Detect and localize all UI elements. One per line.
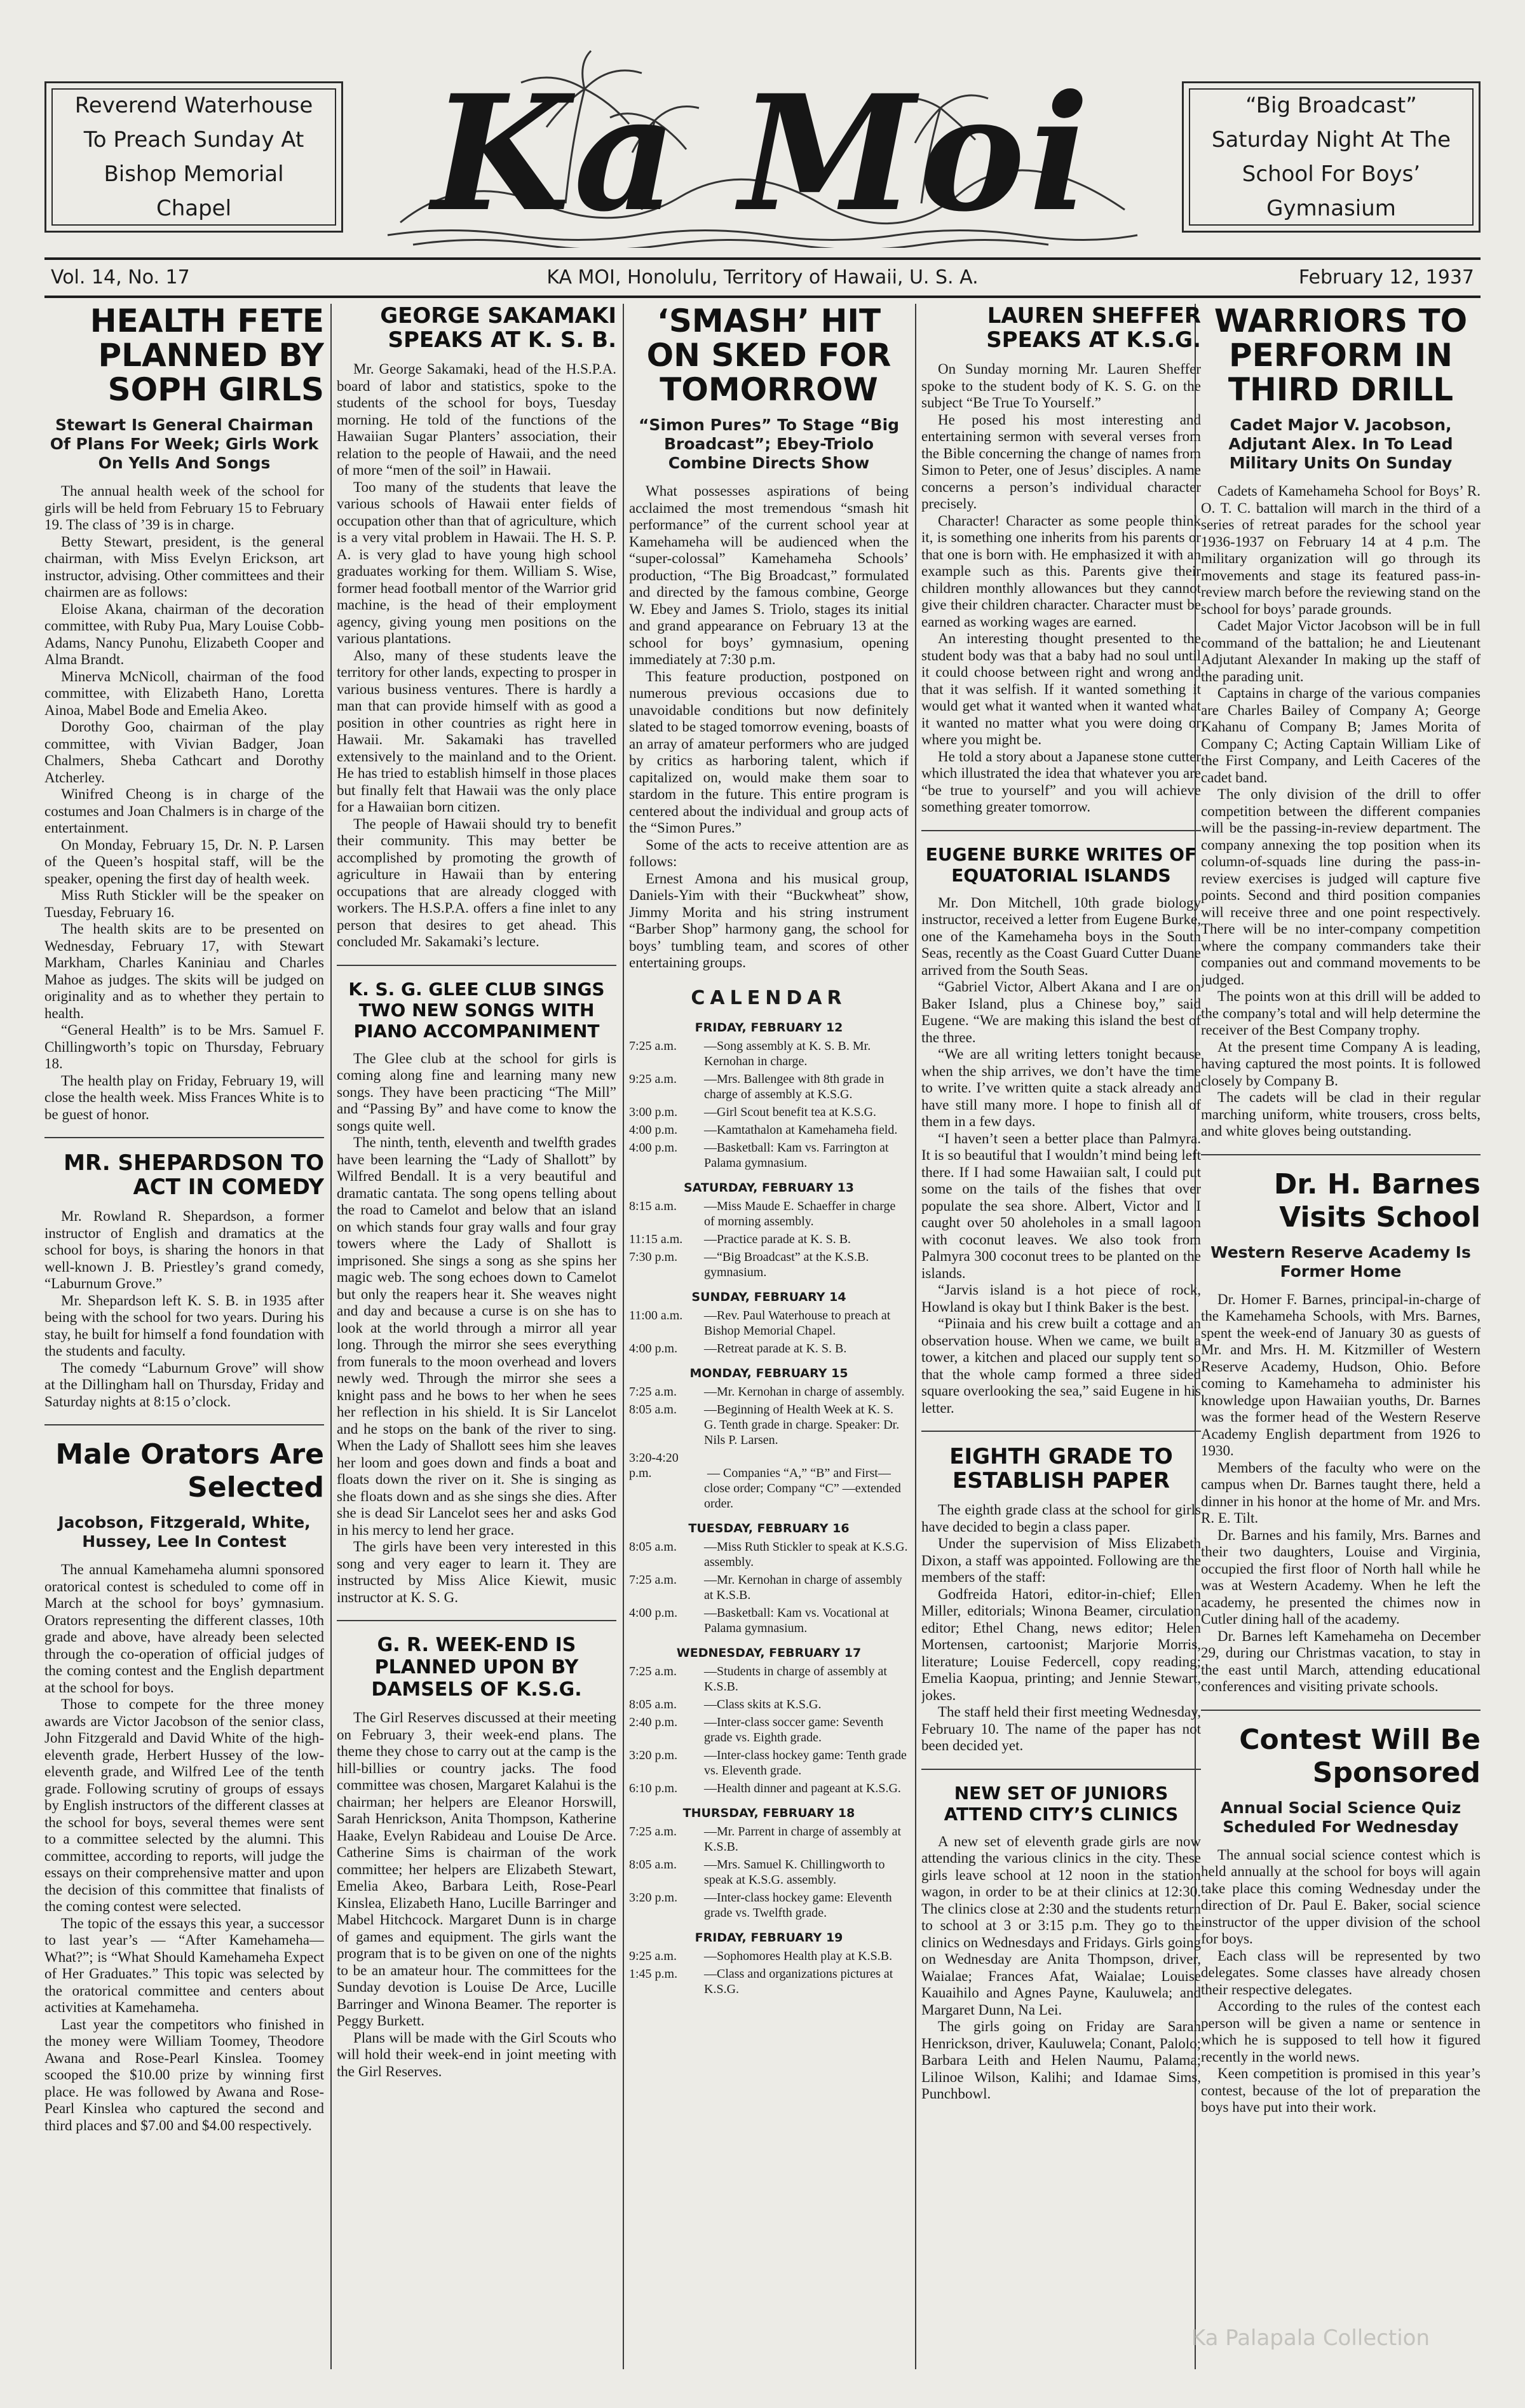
calendar-event-time: 7:25 a.m. [629,1824,677,1839]
article-paragraph: What possesses aspirations of being acclaimed the most tremendous “smash hit performance” of the current school year at Kamehameha will be audienced when the “super-colossal” Kamehameha Schools’ production, “The Big Broadcast,” formulated and directed by the famous combine, George W. Ebey and James S. Triolo, stages its initial and grand appearance on February 13 at the school for boys’ gymnasium, opening immediately at 7:30 p.m. [629,483,909,667]
article-paragraph: Those to compete for the three money awards are Victor Jacobson of the senior class, John Fitzgerald and David White of the high-eleventh grade, Herbert Hussey of the low-eleventh grade, and Wilfred Lee of the tenth grade. Following scrutiny of groups of essays by English instructors of the different classes at the school for boys, several themes were sent to a committee selected by the alumni. This committee, according to reports, will judge the essays on their comprehensive matter and upon the decision of this committee that finalists of the coming contest were selected. [44,1696,324,1914]
article-body [337,1710,616,2080]
article-warriors-drill [1201,304,1481,1140]
article-paragraph: “General Health” is to be Mrs. Samuel F. Chillingworth’s topic on Thursday, February 18. [44,1022,324,1071]
article-dr-barnes [1201,1168,1481,1696]
column-2 [337,304,616,2369]
calendar-day-heading: SATURDAY, FEBRUARY 13 [683,1180,855,1195]
calendar-event [629,1105,909,1120]
calendar-event-time: 7:25 a.m. [629,1384,677,1399]
article-paragraph: The comedy “Laburnum Grove” will show at the Dillingham hall on Thursday, Friday and Saturday nights at 8:15 o’clock. [44,1359,324,1410]
calendar-event-time: 6:10 p.m. [629,1781,678,1795]
article-headline: LAUREN SHEFFER SPEAKS AT K.S.G. [986,304,1201,353]
article-paragraph: Eloise Akana, chairman of the decoration committee, with Ruby Pua, Mary Louise Cobb-Adams, Nancy Punohu, Elizabeth Cooper and Alma Brandt. [44,601,324,667]
calendar-day-heading: MONDAY, FEBRUARY 15 [689,1366,848,1380]
article-paragraph: The Girl Reserves discussed at their meeting on February 3, their week-end plans. The theme they chose to carry out at the camp is the hill-billies or country jacks. The food committee was chosen, Margaret Kalahui is the chairman; her helpers are Eleanor Horswill, Sarah Henrickson, Anita Thompson, Katherine Haake, Evelyn Rabideau and Louise De Arce. Catherine Sims is chairman of the work committee; her helpers are Elizabeth Stewart, Emelia Akeo, Barbara Leith, Rose-Pearl Kinslea, Elizabeth Hano, Lucille Barringer and Mabel Hitchcock. Margaret Dunn is in charge of games and equipment. The girls want the program that is to be given on one of the nights to be an amateur hour. The committees for the Sunday devotion is Louise De Arce, Lucille Barringer and Winona Beamer. The reporter is Peggy Burkett. [337,1710,616,2029]
calendar-event-time: 7:25 a.m. [629,1038,677,1053]
calendar-title: CALENDAR [691,986,847,1009]
calendar-event-desc: —Sophomores Health play at K.S.B. [704,1949,893,1963]
article-body [44,483,324,1123]
calendar-event [629,1402,909,1448]
article-glee-club [337,979,616,1607]
article-paragraph: Betty Stewart, president, is the general chairman, with Miss Evelyn Erickson, art instructor, advising. Other committees and their chairmen are as follows: [44,533,324,600]
column-3 [629,304,909,2369]
article-body [337,1051,616,1607]
article-divider [921,830,1201,831]
calendar-event [629,1605,909,1636]
article-big-broadcast [629,304,909,972]
article-deck: “Simon Pures” To Stage “Big Broadcast”; Ebey-Triolo Combine Directs Show [638,416,900,472]
article-divider [921,1431,1201,1432]
article-paragraph: Plans will be made with the Girl Scouts who will hold their week-end in joint meeting with the Girl Reserves. [337,2029,616,2079]
calendar-event-time: 4:00 p.m. [629,1122,678,1137]
article-juniors-clinics [921,1783,1201,2103]
calendar-event-desc: —Inter-class soccer game: Seventh grade vs. Eighth grade. [704,1715,884,1745]
calendar-event-desc: —Retreat parade at K. S. B. [704,1341,847,1356]
article-paragraph: On Sunday morning Mr. Lauren Sheffer spoke to the student body of K. S. G. on the subject “Be True To Yourself.” [921,361,1201,411]
article-paragraph: The topic of the essays this year, a successor to last year’s — “After Kamehameha—What?”; is “What Should Kamehameha Expect of Her Graduates.” This topic was selected by the oratorical committee and centers about activities at Kamehameha. [44,1915,324,2015]
calendar-event-desc: —Mr. Parrent in charge of assembly at K.S.B. [704,1824,902,1854]
article-paragraph: The points won at this drill will be added to the company’s total and will help determine the receiver of the Best Company trophy. [1201,988,1481,1038]
article-body [921,895,1201,1417]
article-paragraph: Winifred Cheong is in charge of the costumes and Joan Chalmers is in charge of the entertainment. [44,786,324,836]
article-paragraph: At the present time Company A is leading, having captured the most points. It is followed closely by Company B. [1201,1038,1481,1089]
calendar-event-time: 8:05 a.m. [629,1857,677,1872]
calendar-event-time: 8:15 a.m. [629,1199,677,1213]
left-ear-text: Reverend Waterhouse To Preach Sunday At Bishop Memorial Chapel [51,88,336,226]
calendar-event-time: 9:25 a.m. [629,1071,677,1086]
article-paragraph: He told a story about a Japanese stone cutter which illustrated the idea that whatever you are “be true to yourself” and you will achieve something greater tomorrow. [921,748,1201,815]
article-paragraph: Captains in charge of the various companies are Charles Bailey of Company A; George Kahanu of Company B; James Morita of Company C; Acting Captain William Like of the First Company, and Leith Caceres of the cadet band. [1201,685,1481,786]
calendar-event [629,1824,909,1854]
calendar-day-heading: WEDNESDAY, FEBRUARY 17 [676,1645,862,1660]
article-body [921,1833,1201,2103]
article-paragraph: “Jarvis island is a hot piece of rock, Howland is okay but I think Baker is the best. [921,1282,1201,1315]
article-paragraph: He posed his most interesting and entertaining sermon with several verses from the Bible concerning the change of names from Simon to Peter, one of Jesus’ disciples. A name concerns a person’s individual character precisely. [921,411,1201,512]
calendar-event-desc: —Girl Scout benefit tea at K.S.G. [704,1105,877,1119]
calendar-event [629,1697,909,1712]
publication-place: KA MOI, Honolulu, Territory of Hawaii, U. S. A. [546,266,979,289]
article-paragraph: Mr. Rowland R. Shepardson, a former instructor of English and dramatics at the school for boys, is sharing the honors in that well-known J. B. Priestley’s grand comedy, “Laburnum Grove.” [44,1208,324,1291]
calendar-event-desc: —Inter-class hockey game: Tenth grade vs. Eleventh grade. [704,1748,907,1778]
article-paragraph: On Monday, February 15, Dr. N. P. Larsen of the Queen’s hospital staff, will be the speaker, opening the first day of health week. [44,836,324,887]
calendar-event [629,1199,909,1229]
article-paragraph: A new set of eleventh grade girls are now attending the various clinics in the city. These girls leave school at 12 noon in the station wagon, in order to be at their clinics at 12:30. The clinics close at 2:30 and the students return to school at 3 or 3:15 p.m. They go to the clinics on Wednesdays and Fridays. Girls going on Wednesday are Anita Thompson, driver, Waialae; Frances Afat, Waialae; Louise Kauaihilo and Agnes Payne, Kauluwela; and Margaret Dunn, Na Lei. [921,1833,1201,2018]
calendar-event-desc: —Basketball: Kam vs. Vocational at Palama gymnasium. [704,1605,889,1635]
article-body [44,1208,324,1410]
calendar-day-heading: TUESDAY, FEBRUARY 16 [688,1521,850,1535]
article-headline: EUGENE BURKE WRITES OF EQUATORIAL ISLANDS [925,843,1197,886]
calendar-day-heading: FRIDAY, FEBRUARY 19 [695,1930,843,1945]
article-paragraph: Keen competition is promised in this year’s contest, because of the lot of preparation the boys have put into their work. [1201,2065,1481,2115]
calendar-event-desc: —Mr. Kernohan in charge of assembly. [704,1384,905,1399]
calendar-event [629,1890,909,1921]
column-4 [921,304,1201,2369]
article-paragraph: Dr. Barnes left Kamehameha on December 29, during our Christmas vacation, to stay in the east until March, attending educational conferences and visiting private schools. [1201,1628,1481,1694]
calendar-event [629,1949,909,1964]
calendar-event-desc: —Mrs. Ballengee with 8th grade in charge of assembly at K.S.G. [704,1071,884,1101]
calendar-event-time: 8:05 a.m. [629,1402,677,1417]
article-paragraph: Mr. Don Mitchell, 10th grade biology instructor, received a letter from Eugene Burke, one of the Kamehameha boys in the South Seas, recently as the Coast Guard Cutter Duane arrived from the South Seas. [921,894,1201,978]
article-headline: Contest Will Be Sponsored [1239,1723,1481,1789]
calendar-event-desc: —Beginning of Health Week at K. S. G. Tenth grade in charge. Speaker: Dr. Nils P. Larsen. [704,1402,900,1447]
calendar-event-time: 2:40 p.m. [629,1715,678,1729]
calendar-list [629,1021,909,1997]
article-paragraph: Character! Character as some people think it, is something one inherits from his parents or that one is born with. He emphasized it with an example such as this. Parents give their children monthly allowances but they cannot give their children character. Character must be earned as working wages are earned. [921,512,1201,630]
collection-watermark: Ka Palapala Collection [1191,2325,1430,2351]
article-paragraph: The annual health week of the school for girls will be held from February 15 to February 19. The class of ’39 is in charge. [44,483,324,533]
article-paragraph: Dr. Barnes and his family, Mrs. Barnes and their two daughters, Louise and Virginia, occupied the first floor of North hall while he was at Western Academy. When he left the academy, he presented the chimes now in Cutler dining hall of the academy. [1201,1527,1481,1627]
article-divider [337,965,616,966]
column-rule [623,304,624,2369]
article-health-fete [44,304,324,1123]
article-paragraph: The annual social science contest which is held annually at the school for boys will again take place this coming Wednesday under the direction of Dr. Paul E. Baker, social science instructor of the upper division of the school for boys. [1201,1846,1481,1947]
article-paragraph: “We are all writing letters tonight because when the ship arrives, we don’t have the time to write. I’ve written quite a stack already and have still many more. I hope to finish all of them in a few days. [921,1046,1201,1129]
article-paragraph: The cadets will be clad in their regular marching uniform, white trousers, cross belts, and white gloves being outstanding. [1201,1089,1481,1139]
left-ear-box [44,81,343,233]
article-male-orators [44,1438,324,2134]
calendar-event-desc: —Song assembly at K. S. B. Mr. Kernohan in charge. [704,1038,871,1068]
article-divider [921,1769,1201,1770]
calendar-event-time: 7:25 a.m. [629,1572,677,1587]
calendar-event-time: 9:25 a.m. [629,1949,677,1963]
article-divider [337,1620,616,1621]
calendar-event [629,1966,909,1997]
article-eugene-burke [921,844,1201,1417]
calendar-event-time: 1:45 p.m. [629,1966,678,1981]
article-paragraph: The health skits are to be presented on Wednesday, February 17, with Stewart Markham, Charles Kaniniau and Charles Mahoe as judges. The skits will be judged on originality and as to whether they pertain to health. [44,921,324,1021]
nameplate-title: Ka Moi [431,60,1094,247]
calendar-event-time: 4:00 p.m. [629,1605,678,1620]
calendar-event-time: 8:05 a.m. [629,1697,677,1711]
calendar-event-desc: —Health dinner and pageant at K.S.G. [704,1781,901,1795]
right-ear-box [1182,81,1481,233]
calendar-event-time: 3:20-4:20 p.m. [629,1450,679,1480]
article-paragraph: Ernest Amona and his musical group, Daniels-Yim with their “Buckwheat” show, Jimmy Morita and his string instrument “Barber Shop” harmony gang, the school for boys’ tumbling team, and scores of other entertaining groups. [629,870,909,970]
masthead [44,44,1481,248]
article-sheffer [921,304,1201,816]
article-headline: MR. SHEPARDSON TO ACT IN COMEDY [64,1150,324,1200]
calendar-event [629,1572,909,1603]
calendar-event-desc: —Practice parade at K. S. B. [704,1232,851,1246]
article-divider [44,1424,324,1425]
article-shepardson [44,1151,324,1410]
calendar-event-time: 3:20 p.m. [629,1748,678,1762]
calendar-event-time: 4:00 p.m. [629,1140,678,1155]
calendar-event [629,1071,909,1102]
calendar-event-time: 11:00 a.m. [629,1308,683,1323]
article-paragraph: Each class will be represented by two delegates. Some classes have already chosen their respective delegates. [1201,1947,1481,1997]
article-divider [1201,1710,1481,1711]
right-ear-text: “Big Broadcast” Saturday Night At The School For Boys’ Gymnasium [1189,88,1474,226]
calendar-event-desc: —Students in charge of assembly at K.S.B. [704,1664,887,1694]
article-paragraph: Also, many of these students leave the territory for other lands, expecting to prosper in various business ventures. There is hardly a man that can provide himself with as good a position in other countries as right here in Hawaii. Mr. Sakamaki has travelled extensively to the mainland and to the Orient. He has tried to establish himself in those places but finally felt that Hawaii was the only place for a Hawaiian born citizen. [337,647,616,815]
article-contest [1201,1724,1481,2116]
article-sakamaki [337,304,616,951]
article-headline: Male Orators Are Selected [55,1438,324,1504]
calendar-event [629,1781,909,1796]
calendar-event [629,1308,909,1338]
article-paragraph: The staff held their first meeting Wednesday, February 10. The name of the paper has not been decided yet. [921,1704,1201,1753]
article-paragraph: Cadet Major Victor Jacobson will be in full command of the battalion; he and Lieutenant Adjutant Alexander In making up the staff of the parading unit. [1201,618,1481,684]
calendar-event-desc: —Miss Ruth Stickler to speak at K.S.G. assembly. [704,1539,908,1569]
article-paragraph: According to the rules of the contest each person will be given a name or sentence in which he is supposed to tell how it figured recently in the world news. [1201,1998,1481,2065]
calendar-day-heading: SUNDAY, FEBRUARY 14 [691,1289,846,1304]
article-paragraph: The annual Kamehameha alumni sponsored oratorical contest is scheduled to come off in March at the school for boys’ gymnasium. Orators representing the different classes, 10th grade and above, have already been selected through the co-operation of official judges of the coming contest and the English department at the school for boys. [44,1561,324,1696]
article-paragraph: Too many of the students that leave the various schools of Hawaii enter fields of occupation other than that of agriculture, which is a very vital problem in Hawaii. The H. S. P. A. is very glad to have young high school graduates working for them. William S. Wise, former head football mentor of the Warrior grid machine, is the head of their employment agency, giving young men positions on the various plantations. [337,479,616,646]
calendar-event [629,1384,909,1399]
article-paragraph: Minerva McNicoll, chairman of the food committee, with Elizabeth Hano, Loretta Ainoa, Mabel Bode and Emelia Akeo. [44,668,324,718]
calendar-day-heading: FRIDAY, FEBRUARY 12 [695,1020,843,1035]
calendar-event-desc: —Mrs. Samuel K. Chillingworth to speak at K.S.G. assembly. [704,1857,885,1887]
article-paragraph: Miss Ruth Stickler will be the speaker on Tuesday, February 16. [44,887,324,920]
calendar-event [629,1038,909,1069]
calendar-event-desc: —Kamtathalon at Kamehameha field. [704,1122,898,1137]
calendar-event [629,1122,909,1138]
article-headline: K. S. G. GLEE CLUB SINGS TWO NEW SONGS WITH PIANO ACCOMPANIMENT [348,978,605,1042]
calendar-event-time: 7:30 p.m. [629,1249,678,1264]
calendar-event-desc: —Class skits at K.S.G. [704,1697,822,1711]
article-body [337,361,616,951]
article-body [1201,1847,1481,2116]
article-paragraph: Dr. Homer F. Barnes, principal-in-charge of the Kamehameha Schools, with Mrs. Barnes, spent the week-end of January 30 as guests of Mr. and Mrs. H. M. Kitzmiller of Western Reserve Academy, Hudson, Ohio. Before coming to Kamehameha to administer his knowledge upon Hawaiian youths, Dr. Barnes was the former head of the Western Reserve Academy English department from 1926 to 1930. [1201,1291,1481,1459]
article-paragraph: “I haven’t seen a better place than Palmyra. It is so beautiful that I wouldn’t mind being left there. If I had some Hawaiian salt, I could put some on the tails of the fishes that over populate the sea shore. Albert, Victor and I caught over 50 aholeholes in a small lagoon with coconut leaves. We also took from Palmyra 300 coconut trees to be planted on the islands. [921,1130,1201,1281]
article-paragraph: This feature production, postponed on numerous previous occasions due to unavoidable conditions but now definitely slated to be staged tomorrow evening, boasts of an array of amateur performers who are judged by critics as harboring talent, which if capitalized on, would make them soar to stardom in the future. This entire program is centered about the individual and group acts of the “Simon Pures.” [629,668,909,836]
article-body [629,483,909,972]
article-paragraph: Members of the faculty who were on the campus when Dr. Barnes taught there, held a dinner in his honor at the home of Mr. and Mrs. R. E. Tilt. [1201,1459,1481,1526]
issue-date: February 12, 1937 [1298,266,1474,289]
calendar-event [629,1857,909,1888]
calendar-event-desc: —Miss Maude E. Schaeffer in charge of morning assembly. [704,1199,896,1228]
article-body [921,1502,1201,1755]
calendar-event-time: 8:05 a.m. [629,1539,677,1554]
calendar-event-time: 3:00 p.m. [629,1105,678,1119]
article-girl-reserves [337,1634,616,2080]
article-paragraph: Some of the acts to receive attention are as follows: [629,836,909,869]
calendar-event [629,1140,909,1171]
dateline [44,257,1481,298]
calendar-event [629,1249,909,1280]
article-headline: HEALTH FETE PLANNED BY SOPH GIRLS [90,304,324,408]
calendar-event-time: 11:15 a.m. [629,1232,683,1246]
article-headline: Dr. H. Barnes Visits School [1273,1167,1481,1234]
article-eighth-grade [921,1445,1201,1755]
article-body [44,1561,324,2134]
column-rule [915,304,916,2369]
calendar-event [629,1664,909,1694]
calendar-event-desc: —“Big Broadcast” at the K.S.B. gymnasium. [704,1249,869,1279]
article-paragraph: The people of Hawaii should try to benefit their community. This may better be accomplished by promoting the growth of agriculture in Hawaii than by entering occupations that are already clogged with workers. The H.S.P.A. offers a fine inlet to any person that desires to get ahead. This concluded Mr. Sakamaki’s lecture. [337,815,616,949]
calendar-event-desc: —Basketball: Kam vs. Farrington at Palama gymnasium. [704,1140,889,1170]
article-body [921,361,1201,816]
article-paragraph: Under the supervision of Miss Elizabeth Dixon, a staff was appointed. Following are the members of the staff: [921,1535,1201,1585]
article-deck: Stewart Is General Chairman Of Plans For Week; Girls Work On Yells And Songs [50,416,319,472]
article-paragraph: The girls have been very interested in this song and very eager to learn it. They are instructed by Miss Alice Kiewit, music instructor at K. S. G. [337,1539,616,1605]
article-headline: ‘SMASH’ HIT ON SKED FOR TOMORROW [646,304,891,408]
column-1 [44,304,324,2369]
calendar-event [629,1341,909,1356]
calendar-event-time: 3:20 p.m. [629,1890,678,1905]
calendar-event [629,1450,909,1511]
article-paragraph: The health play on Friday, February 19, will close the health week. Miss Frances White is to be guest of honor. [44,1072,324,1122]
nameplate-logo [375,44,1150,248]
article-headline: GEORGE SAKAMAKI SPEAKS AT K. S. B. [380,304,616,353]
article-deck: Western Reserve Academy Is Former Home [1210,1242,1471,1281]
calendar-event-desc: —Class and organizations pictures at K.S.G. [704,1966,893,1996]
article-paragraph: The Glee club at the school for girls is coming along fine and learning many new songs. They have been practicing “The Mill” and “Passing By” and have come to know the songs quite well. [337,1050,616,1134]
article-paragraph: Godfreida Hatori, editor-in-chief; Ellen Miller, editorials; Winona Beamer, circulation editor; Ethel Chang, news editor; Helen Mortensen, cartoonist; Marjorie Morris, literature; Louise Federcell, copy reading; Emelia Kaopua, printing; and Jennie Stewart, jokes. [921,1586,1201,1703]
article-headline: EIGHTH GRADE TO ESTABLISH PAPER [949,1444,1173,1493]
calendar-event [629,1715,909,1745]
calendar-event-desc: —Mr. Kernohan in charge of assembly at K.S.B. [704,1572,902,1602]
article-paragraph: Mr. Shepardson left K. S. B. in 1935 after being with the school for two years. During his stay, he built for himself a fond foundation with the students and faculty. [44,1292,324,1359]
calendar-event [629,1748,909,1778]
calendar-event-time: 7:25 a.m. [629,1664,677,1678]
article-paragraph: Mr. George Sakamaki, head of the H.S.P.A. board of labor and statistics, spoke to the students of the school for boys, Tuesday morning. He told of the functions of the Hawaiian Sugar Planters’ association, their relation to the people of Hawaii, and the need of more “men of the soil” in Hawaii. [337,361,616,478]
article-paragraph: The only division of the drill to offer competition between the different companies will be the passing-in-review department. The company annexing the top position when its column-of-squads line during the pass-in-review exercises is judged will capture five points. Second and third position companies will receive three and one point respectively. There will be no inter-company competition where the company commanders take their companies out and command movements to be judged. [1201,786,1481,988]
calendar-event-desc: — Companies “A,” “B” and First—close order; Company “C” —extended order. [704,1466,901,1511]
article-divider [44,1137,324,1138]
calendar-event-time: 4:00 p.m. [629,1341,678,1356]
article-body [1201,483,1481,1140]
article-paragraph: Cadets of Kamehameha School for Boys’ R. O. T. C. battalion will march in the third of a series of retreat parades for the school year 1936-1937 on February 14 at 4 p.m. The military organization will go through its movements and stage its featured pass-in-review march before the reviewing stand on the school for boys’ parade grounds. [1201,483,1481,617]
article-paragraph: “Gabriel Victor, Albert Akana and I are on Baker Island, plus a Chinese boy,” said Eugene. “We are making this island the best of the three. [921,979,1201,1045]
article-paragraph: The ninth, tenth, eleventh and twelfth grades have been learning the “Lady of Shallott” by Wilfred Bendall. It is a very beautiful and dramatic cantata. The song opens telling about the road to Camelot and below that an island on which stands four gray walls and four gray towers where the Lady of Shallott is imprisoned. She sings a song as she spins her magic web. The song echoes down to Camelot but only the reapers hear it. She weaves night and day and because a curse is on she has to look at the world through a mirror all year long. Through the mirror she sees everything from funerals to the moon overhead and lovers newly wed. Through the mirror she sees a knight pass and he bows to her when he sees her reflection in his shield. It is Sir Lancelot and he stops on the bank of the river to sing. When the Lady of Shallott sees him she leaves her loom and goes down and finds a boat and floats down the river on it. She is singing as she floats down and as she sings she dies. After she is dead Sir Lancelot sees her and asks God in his mercy to lend her grace. [337,1134,616,1538]
article-paragraph: Dorothy Goo, chairman of the play committee, with Vivian Badger, Joan Chalmers, Sheba Cathcart and Dorothy Atcherley. [44,719,324,786]
article-divider [1201,1154,1481,1155]
calendar-event [629,1232,909,1247]
article-headline: WARRIORS TO PERFORM IN THIRD DRILL [1214,304,1468,408]
calendar-event [629,1539,909,1570]
article-paragraph: The girls going on Friday are Sarah Henrickson, driver, Kauluwela; Conant, Palolo; Barbara Leith and Helen Naumu, Palama; Lilinoe Wilson, Kalihi; and Idamae Sims, Punchbowl. [921,2018,1201,2102]
article-deck: Jacobson, Fitzgerald, White, Hussey, Lee In Contest [58,1513,311,1551]
column-rule [330,304,332,2369]
calendar-event-desc: —Rev. Paul Waterhouse to preach at Bishop Memorial Chapel. [704,1308,891,1338]
column-5 [1201,304,1481,2369]
article-paragraph: “Piinaia and his crew built a cottage and an observation house. When we came, we built a tower, a kitchen and placed our supply tent so that the whole camp formed a three sided square overlooking the sea,” said Eugene in his letter. [921,1316,1201,1416]
article-headline: G. R. WEEK-END IS PLANNED UPON BY DAMSELS OF K.S.G. [371,1634,582,1701]
article-headline: NEW SET OF JUNIORS ATTEND CITY’S CLINICS [944,1782,1179,1825]
article-deck: Annual Social Science Quiz Scheduled For Wednesday [1220,1798,1461,1836]
article-paragraph: The eighth grade class at the school for girls have decided to begin a class paper. [921,1502,1201,1535]
volume-number: Vol. 14, No. 17 [51,266,190,289]
calendar-day-heading: THURSDAY, FEBRUARY 18 [682,1806,855,1820]
article-body [1201,1291,1481,1696]
article-paragraph: Last year the competitors who finished in the money were William Toomey, Theodore Awana and Rose-Pearl Kinslea. Toomey scooped the $10.00 prize by winning first place. He was followed by Awana and Rose-Pearl Kinslea who captured the second and third places and $7.00 and $4.00 respectively. [44,2016,324,2133]
article-deck: Cadet Major V. Jacobson, Adjutant Alex. In To Lead Military Units On Sunday [1228,416,1453,472]
article-paragraph: An interesting thought presented to the student body was that a baby had no soul until it could choose between right and wrong and that it was selfish. If it wanted something it would get what it wanted when it wanted what it wanted no matter what you were doing or where you might be. [921,630,1201,747]
calendar-event-desc: —Inter-class hockey game: Eleventh grade vs. Twelfth grade. [704,1890,892,1920]
